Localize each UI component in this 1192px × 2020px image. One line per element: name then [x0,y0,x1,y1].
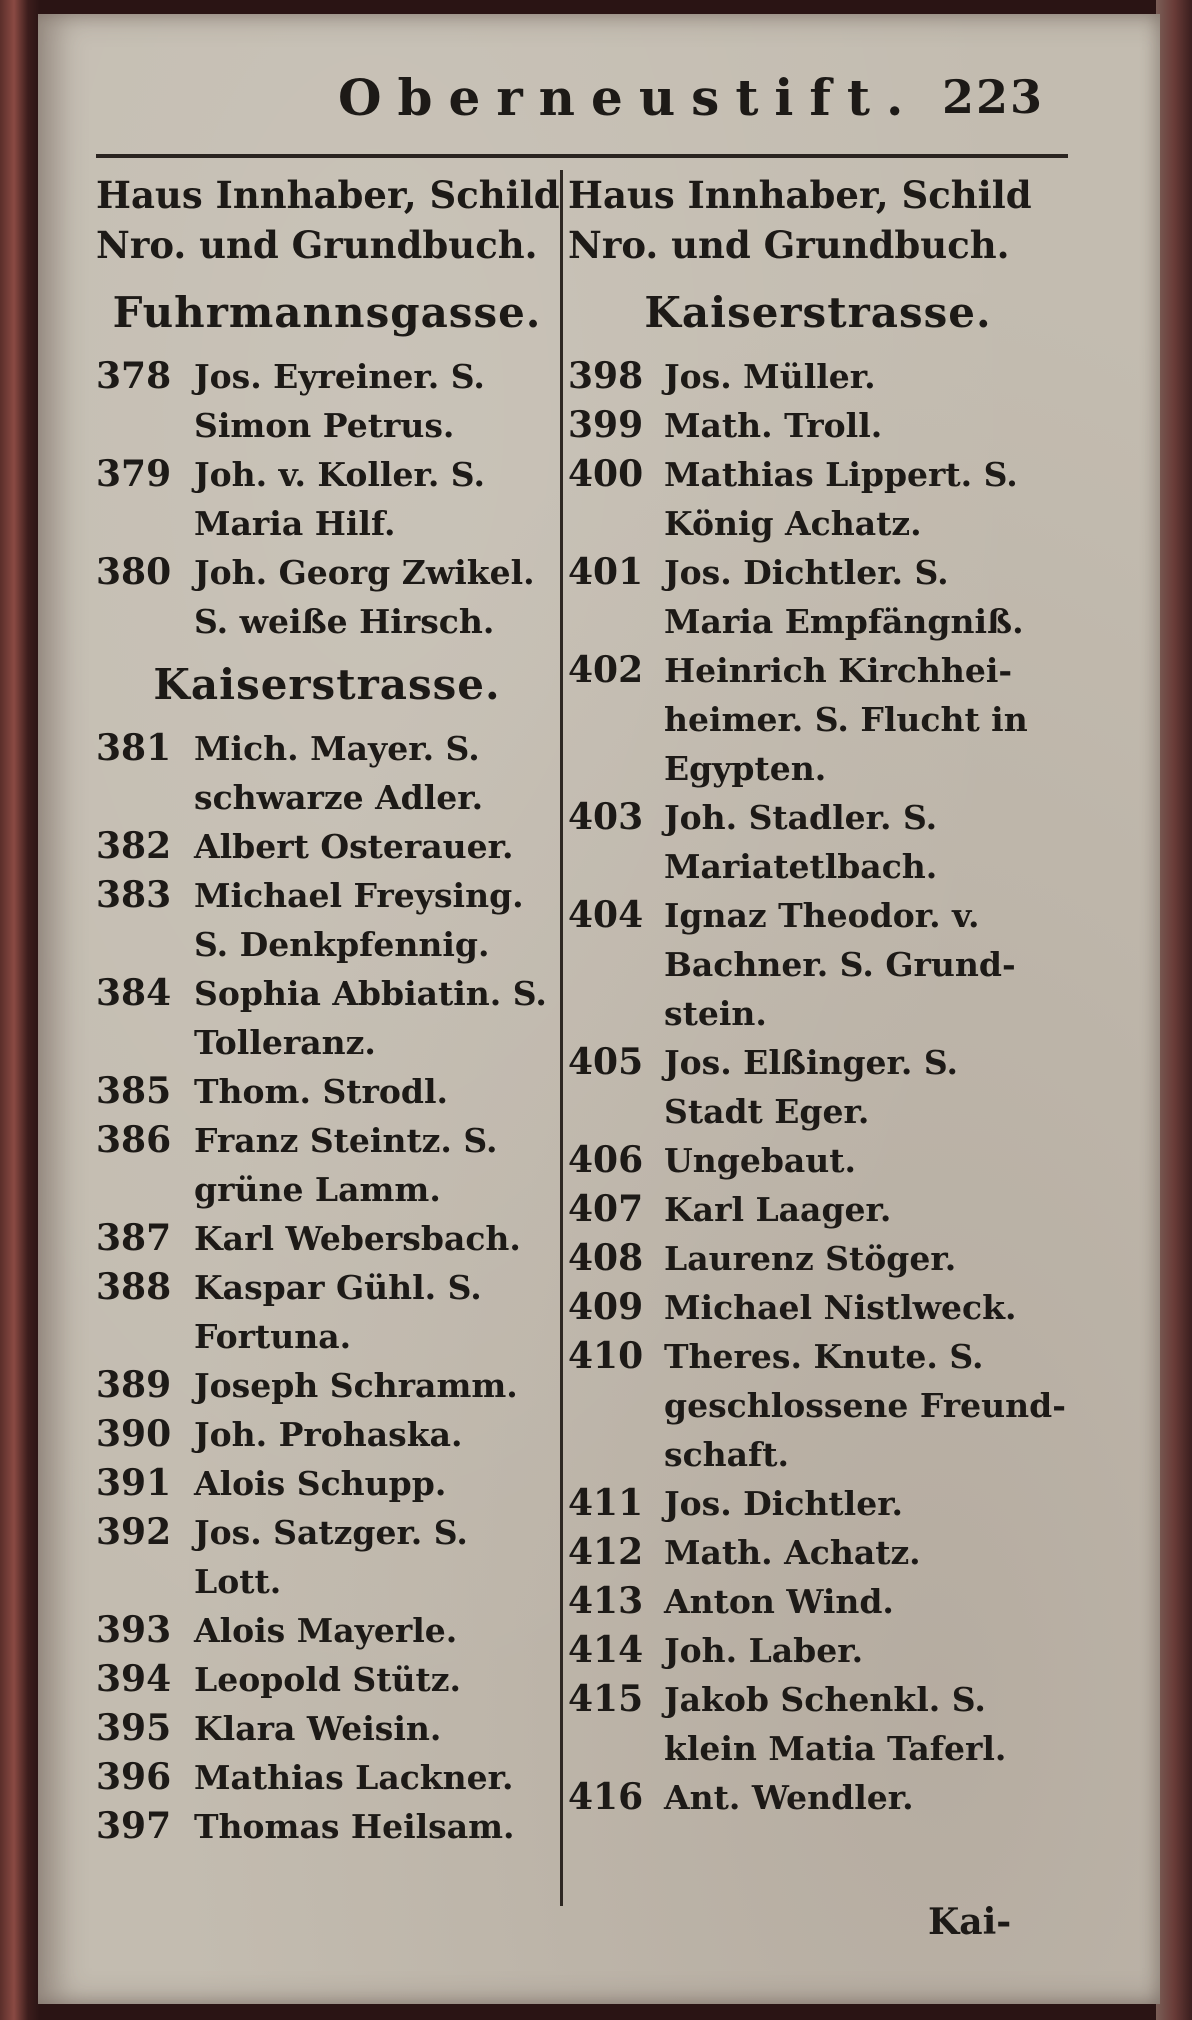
house-number: 401 [568,551,644,593]
street-heading: Kaiserstrasse. [644,288,992,337]
directory-entry [96,1704,558,1753]
house-number: 397 [96,1805,172,1847]
house-number: 383 [96,874,172,916]
directory-entry [568,1234,1068,1283]
entry-line: Karl Webersbach. [194,1219,521,1258]
entry-line: stein. [664,994,767,1033]
directory-entry [96,1116,558,1214]
entry-line: klein Matia Taferl. [664,1729,1007,1768]
entry-line: Thomas Heilsam. [194,1807,515,1846]
entry-line: Ignaz Theodor. v. [664,896,980,935]
entry-text [194,1802,558,1851]
entry-line: schwarze Adler. [194,778,484,817]
entry-text [194,450,558,548]
directory-entry [568,1185,1068,1234]
directory-entry [568,1283,1068,1332]
directory-entry [568,548,1068,646]
entry-text [194,1704,558,1753]
house-number: 399 [568,404,644,446]
house-number: 379 [96,453,172,495]
entry-text [664,646,1068,793]
page-header [38,62,1160,132]
entry-text [664,891,1068,1038]
book-page [38,14,1160,2004]
house-number: 388 [96,1266,172,1308]
entry-text [664,548,1068,646]
directory-entry [96,1606,558,1655]
entry-line: Franz Steintz. S. [194,1121,498,1160]
house-number: 416 [568,1776,644,1818]
entry-line: geschlossene Freund- [664,1386,1066,1425]
entry-line: Simon Petrus. [194,406,455,445]
entry-text [194,1067,558,1116]
left-column [96,170,558,1851]
house-number: 393 [96,1609,172,1651]
directory-entry [568,401,1068,450]
entry-text [194,1459,558,1508]
entry-text [194,352,558,450]
column-heading [96,170,558,274]
entry-line: Bachner. S. Grund- [664,945,1016,984]
column-heading-line: Nro. und Grundbuch. [568,223,1010,267]
street-heading: Kaiserstrasse. [153,660,501,709]
entry-text [194,1508,558,1606]
directory-entry [568,450,1068,548]
directory-entry [568,793,1068,891]
entry-text [194,1116,558,1214]
entry-line: schaft. [664,1435,789,1474]
entry-line: Mathias Lackner. [194,1758,514,1797]
house-number: 413 [568,1580,644,1622]
entry-line: Ungebaut. [664,1141,857,1180]
entry-text [664,793,1068,891]
entry-line: Egypten. [664,749,827,788]
entry-line: Maria Empfängniß. [664,602,1024,641]
entry-line: Fortuna. [194,1317,352,1356]
entry-line: Albert Osterauer. [194,827,514,866]
entry-line: Anton Wind. [664,1582,894,1621]
house-number: 392 [96,1511,172,1553]
house-number: 387 [96,1217,172,1259]
column-heading-line: Haus Innhaber, Schild [96,173,560,217]
directory-entry [568,352,1068,401]
entry-text [194,1410,558,1459]
directory-entry [568,1038,1068,1136]
entry-list [568,352,1068,1822]
entry-line: Joseph Schramm. [194,1366,518,1405]
house-number: 394 [96,1658,172,1700]
entry-text [194,1655,558,1704]
entry-text [664,1234,1068,1283]
entry-list [96,724,558,1851]
entry-line: Tolleranz. [194,1023,376,1062]
directory-entry [96,1214,558,1263]
house-number: 410 [568,1335,644,1377]
entry-text [194,1214,558,1263]
house-number: 415 [568,1678,644,1720]
entry-text [194,1361,558,1410]
header-rule [96,154,1068,158]
house-number: 390 [96,1413,172,1455]
entry-line: Leopold Stütz. [194,1660,461,1699]
house-number: 381 [96,727,172,769]
directory-entry [96,1067,558,1116]
column-heading [568,170,1068,274]
house-number: 406 [568,1139,644,1181]
entry-text [664,1283,1068,1332]
directory-entry [96,1410,558,1459]
house-number: 380 [96,551,172,593]
entry-line: Jos. Eyreiner. S. [194,357,485,396]
house-number: 409 [568,1286,644,1328]
directory-entry [568,1479,1068,1528]
entry-line: Ant. Wendler. [664,1778,914,1817]
book-spine [0,0,40,2020]
entry-text [664,1626,1068,1675]
directory-entry [568,1577,1068,1626]
catchword: Kai- [928,1901,1012,1943]
entry-text [194,1753,558,1802]
entry-line: Jos. Dichtler. [664,1484,904,1523]
house-number: 402 [568,649,644,691]
directory-entry [96,1459,558,1508]
entry-text [664,1185,1068,1234]
entry-line: Jos. Elßinger. S. [664,1043,959,1082]
directory-entry [568,1626,1068,1675]
entry-line: Klara Weisin. [194,1709,442,1748]
house-number: 385 [96,1070,172,1112]
entry-text [664,1038,1068,1136]
entry-line: Laurenz Stöger. [664,1239,957,1278]
entry-text [664,1479,1068,1528]
entry-line: Lott. [194,1562,282,1601]
entry-line: S. Denkpfennig. [194,925,490,964]
column-heading-line: Nro. und Grundbuch. [96,223,538,267]
directory-entry [568,1675,1068,1773]
directory-entry [96,871,558,969]
house-number: 386 [96,1119,172,1161]
house-number: 398 [568,355,644,397]
directory-entry [96,1263,558,1361]
entry-line: Theres. Knute. S. [664,1337,984,1376]
entry-line: Jakob Schenkl. S. [664,1680,986,1719]
directory-entry [568,1136,1068,1185]
page-number: 223 [942,70,1045,124]
directory-entry [96,450,558,548]
directory-entry [96,822,558,871]
directory-entry [568,891,1068,1038]
entry-line: Joh. Georg Zwikel. [194,553,535,592]
directory-entry [96,1753,558,1802]
entry-line: Maria Hilf. [194,504,396,543]
entry-line: Michael Nistlweck. [664,1288,1017,1327]
house-number: 389 [96,1364,172,1406]
directory-entry [96,969,558,1067]
entry-line: Karl Laager. [664,1190,892,1229]
entry-text [664,352,1068,401]
entry-text [664,1577,1068,1626]
entry-text [664,450,1068,548]
directory-entry [568,646,1068,793]
entry-line: Mich. Mayer. S. [194,729,480,768]
house-number: 384 [96,972,172,1014]
directory-entry [96,352,558,450]
house-number: 412 [568,1531,644,1573]
house-number: 405 [568,1041,644,1083]
house-number: 382 [96,825,172,867]
directory-entry [568,1773,1068,1822]
entry-line: König Achatz. [664,504,922,543]
entry-text [194,969,558,1067]
entry-text [664,1332,1068,1479]
entry-line: Alois Schupp. [194,1464,447,1503]
house-number: 404 [568,894,644,936]
entry-line: heimer. S. Flucht in [664,700,1028,739]
entry-line: Joh. Prohaska. [194,1415,463,1454]
entry-line: Mariatetlbach. [664,847,938,886]
house-number: 395 [96,1707,172,1749]
entry-line: Heinrich Kirchhei- [664,651,1013,690]
house-number: 378 [96,355,172,397]
page-edge [1156,0,1192,2020]
entry-text [194,724,558,822]
directory-entry [96,1655,558,1704]
directory-entry [568,1528,1068,1577]
entry-text [194,871,558,969]
directory-entry [96,1802,558,1851]
directory-entry [96,1361,558,1410]
entry-text [194,1263,558,1361]
entry-line: Math. Achatz. [664,1533,921,1572]
entry-line: Stadt Eger. [664,1092,870,1131]
house-number: 411 [568,1482,644,1524]
entry-line: Kaspar Gühl. S. [194,1268,482,1307]
directory-entry [96,724,558,822]
directory-entry [568,1332,1068,1479]
directory-entry [96,548,558,646]
house-number: 400 [568,453,644,495]
entry-text [194,1606,558,1655]
right-column [568,170,1068,1822]
entry-line: Joh. Laber. [664,1631,864,1670]
running-title: Oberneustift. [338,68,920,127]
street-heading: Fuhrmannsgasse. [112,288,542,337]
entry-line: Michael Freysing. [194,876,524,915]
house-number: 391 [96,1462,172,1504]
column-heading-line: Haus Innhaber, Schild [568,173,1032,217]
entry-line: Joh. Stadler. S. [664,798,938,837]
house-number: 396 [96,1756,172,1798]
entry-line: Math. Troll. [664,406,883,445]
entry-list [96,352,558,646]
entry-line: Jos. Müller. [664,357,876,396]
directory-entry [96,1508,558,1606]
house-number: 407 [568,1188,644,1230]
entry-text [194,822,558,871]
entry-line: Jos. Satzger. S. [194,1513,468,1552]
entry-text [194,548,558,646]
entry-line: Jos. Dichtler. S. [664,553,949,592]
entry-line: Thom. Strodl. [194,1072,449,1111]
entry-line: S. weiße Hirsch. [194,602,495,641]
house-number: 414 [568,1629,644,1671]
entry-text [664,1136,1068,1185]
entry-text [664,1675,1068,1773]
entry-line: Sophia Abbiatin. S. [194,974,547,1013]
entry-line: grüne Lamm. [194,1170,441,1209]
entry-text [664,1528,1068,1577]
house-number: 403 [568,796,644,838]
house-number: 408 [568,1237,644,1279]
column-divider [560,170,563,1906]
entry-line: Mathias Lippert. S. [664,455,1018,494]
entry-text [664,1773,1068,1822]
entry-text [664,401,1068,450]
entry-line: Joh. v. Koller. S. [194,455,485,494]
entry-line: Alois Mayerle. [194,1611,458,1650]
